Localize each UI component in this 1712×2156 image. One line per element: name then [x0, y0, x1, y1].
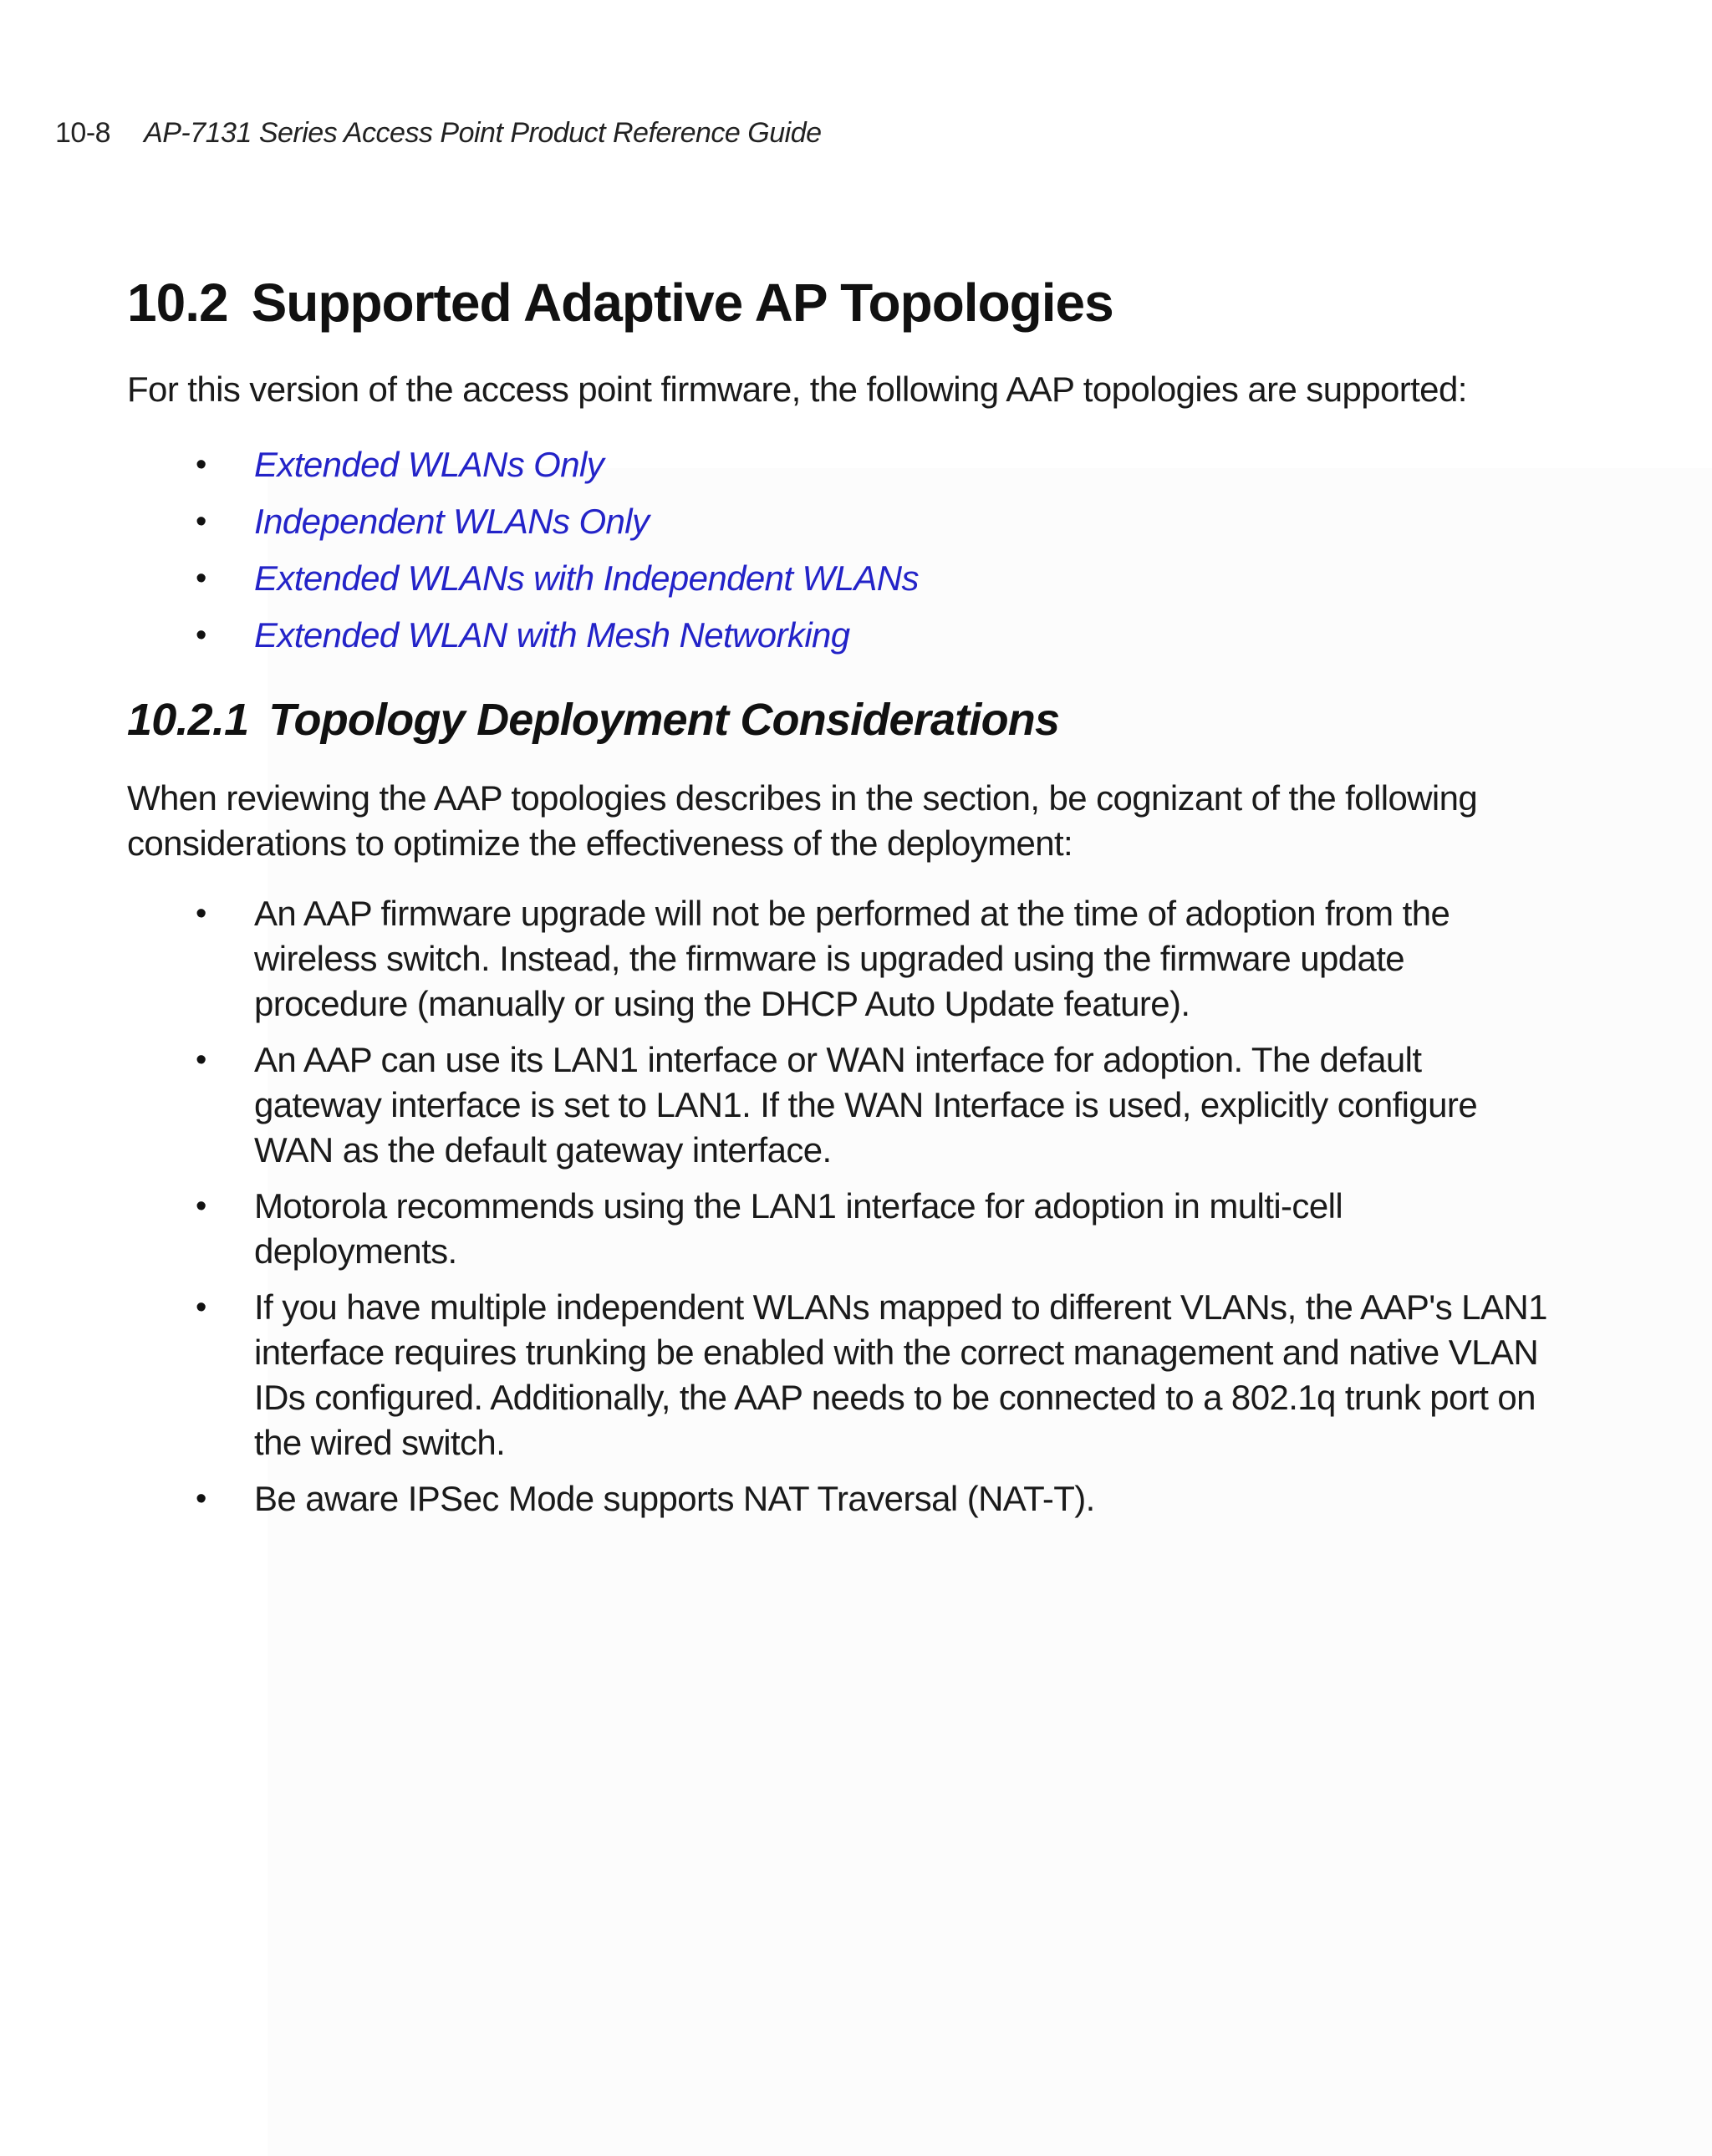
- link-extended-with-independent[interactable]: Extended WLANs with Independent WLANs: [254, 558, 919, 598]
- subsection-intro: When reviewing the AAP topologies describes in the section, be cognizant of the following considerations to optimize the effectiveness of the deployment:: [127, 778, 1478, 863]
- bullet-icon: •: [196, 896, 206, 931]
- bullet-icon: •: [196, 561, 207, 596]
- list-item: [127, 607, 919, 664]
- section-title: Supported Adaptive AP Topologies: [251, 273, 1113, 333]
- bullet-icon: •: [196, 447, 207, 482]
- list-item: [127, 550, 919, 607]
- link-extended-mesh-networking[interactable]: Extended WLAN with Mesh Networking: [254, 615, 850, 655]
- bullet-icon: •: [196, 618, 207, 653]
- consideration-text: An AAP firmware upgrade will not be performed at the time of adoption from the wireless switch. Instead, the firmware is upgraded using the firmware update procedure (manually or using the DHCP Auto Update feature).: [254, 894, 1450, 1023]
- page-number: 10-8: [55, 117, 111, 149]
- section-number: 10.2: [127, 273, 228, 333]
- subsection-heading: [127, 694, 1059, 746]
- list-item: [127, 493, 919, 550]
- guide-title: AP-7131 Series Access Point Product Reference Guide: [144, 117, 822, 149]
- bullet-icon: •: [196, 1189, 206, 1224]
- subsection-number: 10.2.1: [127, 695, 249, 745]
- link-extended-wlans-only[interactable]: Extended WLANs Only: [254, 445, 604, 484]
- section-intro: For this version of the access point firmware, the following AAP topologies are supported:: [127, 370, 1467, 409]
- bullet-icon: •: [196, 1290, 206, 1325]
- subsection-title: Topology Deployment Considerations: [268, 695, 1060, 745]
- topology-link-list: [127, 436, 919, 664]
- running-header: [55, 117, 822, 150]
- list-item: [127, 436, 919, 493]
- link-independent-wlans-only[interactable]: Independent WLANs Only: [254, 502, 650, 541]
- bullet-icon: •: [196, 1481, 206, 1516]
- consideration-text: If you have multiple independent WLANs mapped to different VLANs, the AAP's LAN1 interface requires trunking be enabled with the correct management and native VLAN IDs configured. Additionally, the AAP needs to be connected to a 802.1q trunk port on the wired switch.: [254, 1287, 1547, 1462]
- list-item: [127, 1285, 1548, 1465]
- list-item: [127, 891, 1548, 1027]
- list-item: [127, 1037, 1548, 1173]
- consideration-text: Motorola recommends using the LAN1 interface for adoption in multi-cell deployments.: [254, 1186, 1343, 1271]
- section-heading: [127, 272, 1113, 334]
- list-item: [127, 1184, 1548, 1274]
- list-item: [127, 1476, 1548, 1521]
- bullet-icon: •: [196, 504, 207, 539]
- considerations-list: [127, 891, 1548, 1532]
- consideration-text: An AAP can use its LAN1 interface or WAN interface for adoption. The default gateway interface is set to LAN1. If the WAN Interface is used, explicitly configure WAN as the default gateway interface.: [254, 1040, 1478, 1170]
- bullet-icon: •: [196, 1042, 206, 1078]
- consideration-text: Be aware IPSec Mode supports NAT Traversal (NAT-T).: [254, 1479, 1095, 1518]
